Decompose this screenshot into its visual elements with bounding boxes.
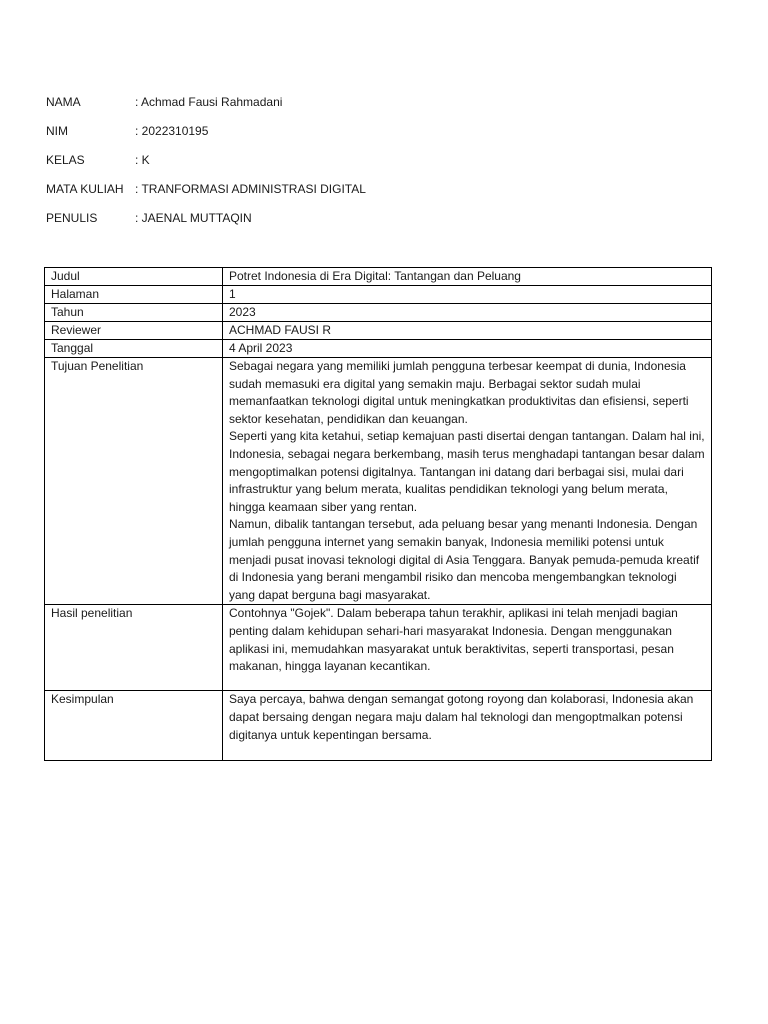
row-label: Kesimpulan	[45, 691, 223, 761]
table-row-hasil	[45, 605, 712, 691]
row-value: 4 April 2023	[223, 340, 712, 358]
row-value: ACHMAD FAUSI R	[223, 322, 712, 340]
info-label: KELAS	[46, 153, 85, 167]
info-value: : K	[135, 153, 150, 167]
row-value: Saya percaya, bahwa dengan semangat gotong royong dan kolaborasi, Indonesia akan dapat bersaing dengan negara maju dalam hal teknologi dan mengoptmalkan potensi digitanya untuk kepentingan bersama.	[223, 691, 712, 761]
info-row-penulis	[46, 208, 366, 237]
row-value: 2023	[223, 304, 712, 322]
row-value: Contohnya "Gojek". Dalam beberapa tahun terakhir, aplikasi ini telah menjadi bagian penting dalam kehidupan sehari-hari masyarakat Indonesia. Dengan menggunakan aplikasi ini, memudahkan masyarakat untuk beraktivitas, seperti transportasi, pesan makanan, hingga layanan kecantikan.	[223, 605, 712, 691]
row-label: Tanggal	[45, 340, 223, 358]
table-row-judul	[45, 268, 712, 286]
paragraph: Seperti yang kita ketahui, setiap kemajuan pasti disertai dengan tantangan. Dalam hal ini, Indonesia, sebagai negara berkembang, masih terus menghadapi tantangan besar dalam mengoptimalkan potensi digitalnya. Tantangan ini datang dari berbagai sisi, mulai dari infrastruktur yang belum merata, kualitas pendidikan teknologi yang belum merata, hingga keamaan siber yang rentan.	[229, 429, 705, 514]
info-value: : Achmad Fausi Rahmadani	[135, 95, 283, 109]
info-value: : TRANFORMASI ADMINISTRASI DIGITAL	[135, 182, 366, 196]
info-value: : JAENAL MUTTAQIN	[135, 211, 252, 225]
row-label: Tujuan Penelitian	[45, 358, 223, 605]
info-row-kelas	[46, 150, 366, 179]
table-row-tahun	[45, 304, 712, 322]
row-label: Halaman	[45, 286, 223, 304]
info-row-nama	[46, 92, 366, 121]
info-label: PENULIS	[46, 211, 98, 225]
info-label: MATA KULIAH	[46, 182, 124, 196]
table-row-tujuan	[45, 358, 712, 605]
info-label: NIM	[46, 124, 68, 138]
row-value	[223, 358, 712, 605]
row-label: Tahun	[45, 304, 223, 322]
info-row-nim	[46, 121, 366, 150]
student-info	[46, 92, 366, 237]
row-label: Judul	[45, 268, 223, 286]
info-row-mata-kuliah	[46, 179, 366, 208]
paragraph: Namun, dibalik tantangan tersebut, ada peluang besar yang menanti Indonesia. Dengan jumlah pengguna internet yang semakin banyak, Indonesia memiliki potensi untuk menjadi pusat inovasi teknologi digital di Asia Tenggara. Banyak pemuda-pemuda kreatif di Indonesia yang berani mengambil risiko dan mencoba mengembangkan teknologi yang dapat berguna bagi masyarakat.	[229, 517, 700, 602]
row-value: 1	[223, 286, 712, 304]
paragraph: Sebagai negara yang memiliki jumlah pengguna terbesar keempat di dunia, Indonesia sudah memasuki era digital yang semakin maju. Berbagai sektor sudah mulai memanfaatkan teknologi digital untuk meningkatkan produktivitas dan efisiensi, seperti sektor kesehatan, pendidikan dan keuangan.	[229, 359, 689, 426]
row-value: Potret Indonesia di Era Digital: Tantangan dan Peluang	[223, 268, 712, 286]
review-table	[44, 267, 712, 761]
info-value: : 2022310195	[135, 124, 209, 138]
table-row-tanggal	[45, 340, 712, 358]
row-label: Hasil penelitian	[45, 605, 223, 691]
table-row-halaman	[45, 286, 712, 304]
table-row-reviewer	[45, 322, 712, 340]
row-label: Reviewer	[45, 322, 223, 340]
table-row-kesimpulan	[45, 691, 712, 761]
info-label: NAMA	[46, 95, 81, 109]
